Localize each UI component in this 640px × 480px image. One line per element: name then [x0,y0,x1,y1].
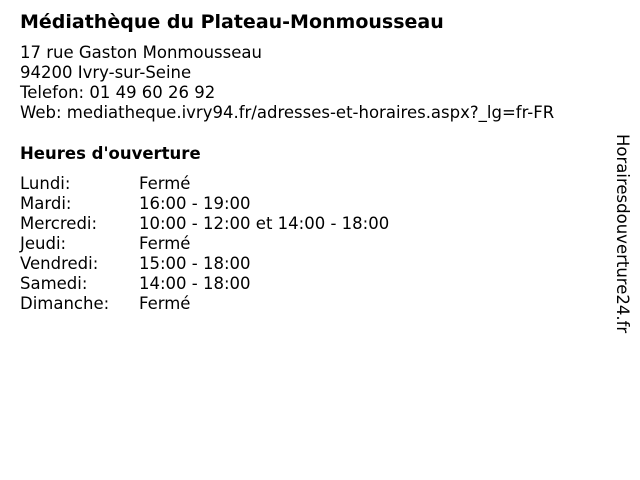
hours-row [20,174,389,194]
hours-day: Jeudi: [20,234,67,253]
city-address: 94200 Ivry-sur-Seine [20,63,192,82]
hours-time: Fermé [139,294,191,313]
hours-day: Samedi: [20,274,88,293]
hours-time: 16:00 - 19:00 [139,194,251,213]
hours-row [20,194,389,214]
hours-time: 14:00 - 18:00 [139,274,251,293]
hours-time: 10:00 - 12:00 et 14:00 - 18:00 [139,214,390,233]
hours-day: Mercredi: [20,214,98,233]
address-block [20,43,554,123]
hours-table [20,174,389,314]
site-watermark: Horairesdouverture24.fr [613,134,632,334]
hours-row [20,294,389,314]
hours-heading: Heures d'ouverture [20,144,201,163]
street-address: 17 rue Gaston Monmousseau [20,43,262,62]
hours-day: Vendredi: [20,254,99,273]
hours-day: Lundi: [20,174,71,193]
page-title: Médiathèque du Plateau-Monmousseau [20,11,444,33]
hours-row [20,234,389,254]
phone-number: Telefon: 01 49 60 26 92 [20,83,216,102]
hours-time: Fermé [139,174,191,193]
hours-day: Mardi: [20,194,72,213]
hours-day: Dimanche: [20,294,110,313]
website-link[interactable]: Web: mediatheque.ivry94.fr/adresses-et-horaires.aspx?_lg=fr-FR [20,103,555,122]
hours-time: Fermé [139,234,191,253]
hours-row [20,214,389,234]
hours-row [20,274,389,294]
hours-row [20,254,389,274]
hours-time: 15:00 - 18:00 [139,254,251,273]
